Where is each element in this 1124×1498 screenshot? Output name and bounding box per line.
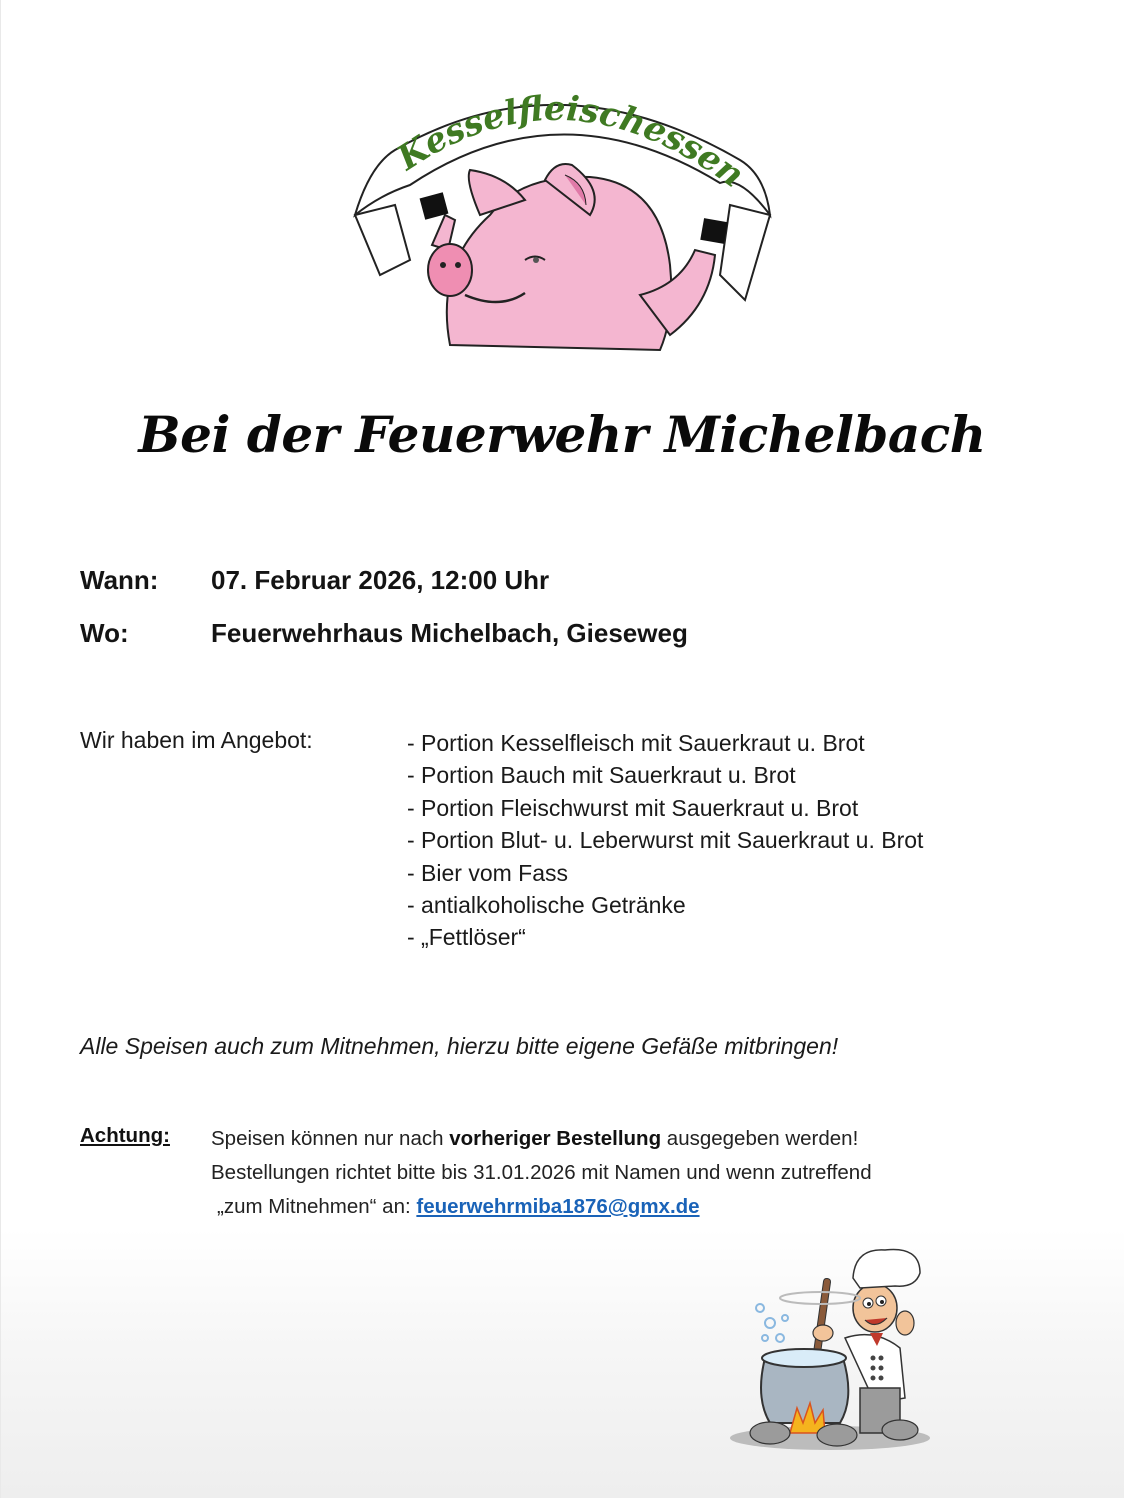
page-title: Bei der Feuerwehr Michelbach bbox=[138, 405, 986, 464]
achtung-line-2: Bestellungen richtet bitte bis 31.01.2026 mit Namen und wenn zutreffend bbox=[211, 1161, 872, 1184]
where-value: Feuerwehrhaus Michelbach, Gieseweg bbox=[211, 618, 688, 648]
offer-list bbox=[407, 727, 923, 954]
offer-item: - Bier vom Fass bbox=[407, 859, 569, 886]
achtung-line-3 bbox=[211, 1190, 872, 1224]
achtung-label: Achtung: bbox=[80, 1124, 170, 1147]
offer-item: - Portion Fleischwurst mit Sauerkraut u. Brot bbox=[407, 794, 859, 821]
achtung-line-1-bold: vorheriger Bestellung bbox=[449, 1127, 662, 1150]
achtung-line-3-pre: „zum Mitnehmen“ an: bbox=[217, 1195, 417, 1218]
achtung-line-1-pre: Speisen können nur nach bbox=[211, 1127, 450, 1150]
offer-item: - Portion Bauch mit Sauerkraut u. Brot bbox=[407, 762, 796, 789]
svg-text:Kesselfleischessen: Kesselfleischessen bbox=[390, 88, 752, 196]
when-value: 07. Februar 2026, 12:00 Uhr bbox=[211, 565, 550, 595]
offer-item: - antialkoholische Getränke bbox=[407, 892, 686, 919]
takeaway-note: Alle Speisen auch zum Mitnehmen, hierzu bitte eigene Gefäße mitbringen! bbox=[80, 1033, 839, 1059]
offer-item: - Portion Blut- u. Leberwurst mit Sauerkraut u. Brot bbox=[407, 827, 924, 854]
when-label: Wann: bbox=[80, 565, 159, 595]
email-link[interactable]: feuerwehrmiba1876@gmx.de bbox=[416, 1195, 700, 1218]
offer-item: - „Fettlöser“ bbox=[407, 924, 526, 951]
chef-cooking-pot-icon bbox=[725, 1238, 955, 1453]
achtung-line-1-post: ausgegeben werden! bbox=[661, 1127, 859, 1150]
where-label: Wo: bbox=[80, 618, 129, 648]
achtung-text bbox=[211, 1122, 872, 1224]
offer-item: - Portion Kesselfleisch mit Sauerkraut u. Brot bbox=[407, 730, 865, 756]
achtung-line-1 bbox=[211, 1122, 872, 1156]
offer-label: Wir haben im Angebot: bbox=[80, 727, 313, 753]
pig-with-banner-icon bbox=[340, 65, 780, 355]
